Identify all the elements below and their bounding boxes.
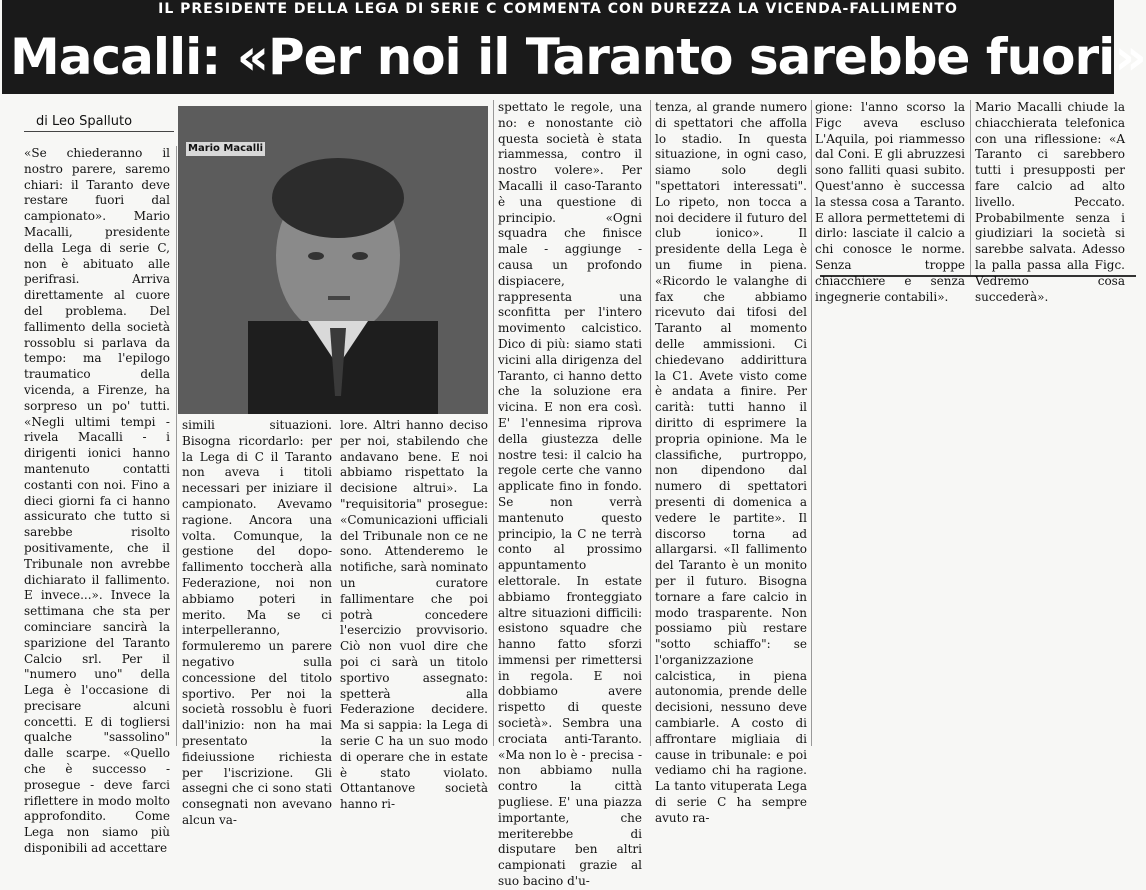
article-column-5 [655, 100, 807, 825]
headline-banner [2, 0, 1146, 94]
paragraph: gione: l'anno scorso la Figc aveva escluso L'Aquila, poi riammesso dal Coni. E gli abruzzesi sono falliti quasi subito. Quest'anno è successa la stessa cosa a Taranto. E allora permettetemi di dirlo: lasciate il calcio a chi conosce le norme. Senza troppe chiacchiere e senza ingegnerie contabili». [815, 100, 965, 304]
byline-rule [24, 131, 174, 132]
paragraph: tenza, al grande numero di spettatori che affolla lo stadio. In questa situazione, in ogni caso, siamo solo degli "spettatori interessati". Lo ripeto, non tocca a noi decidere il futuro del club ionico». Il presidente della Lega è un fiume in piena. «Ricordo le valanghe di fax che abbiamo ricevuto dai tifosi del Taranto al momento delle ammissioni. Ci chiedevano addirittura la C1. Avete visto come è andata a finire. Per carità: tutti hanno il diritto di esprimere la propria opinione. Ma le classifiche, purtroppo, non dipendono dal numero di spettatori presenti di domenica a vedere le partite». Il discorso torna ad allargarsi. «Il fallimento del Taranto è un monito per il futuro. Bisogna tornare a fare calcio in modo trasparente. Non possiamo più restare "sotto schiaffo": se l'organizzazione calcistica, in piena autonomia, prende delle decisioni, nessuno deve cambiarle. A costo di affrontare migliaia di cause in tribunale: e poi vediamo chi ha ragione. La tanto vituperata Lega di serie C ha sempre avuto ra- [655, 100, 807, 825]
headline: Macalli: «Per noi il Taranto sarebbe fuori» [10, 28, 1146, 86]
paragraph: Mario Macalli chiude la chiacchierata telefonica con una riflessione: «A Taranto ci sarebbero tutti i presupposti per fare calcio ad alto livello. Peccato. Probabilmente senza i giudiziari la società si sarebbe salvata. Adesso la palla passa alla Figc. Vedremo cosa succederà». [975, 100, 1125, 304]
article-column-2 [182, 418, 332, 827]
paragraph: «Se chiederanno il nostro parere, saremo chiari: il Taranto deve restare fuori dal campionato». Mario Macalli, presidente della Lega di serie C, non è abituato alle perifrasi. Arriva direttamente al cuore del problema. Del fallimento della società rossoblu si parlava da tempo: ma l'epilogo traumatico della vicenda, a Firenze, ha sorpreso un po' tutti. «Negli ultimi tempi - rivela Macalli - i dirigenti ionici hanno mantenuto contatti costanti con noi. Fino a dieci giorni fa ci hanno assicurato che tutto si sarebbe risolto positivamente, che il Tribunale non avrebbe dichiarato il fallimento. E invece...». Invece la settimana che sta per cominciare sancirà la sparizione del Taranto Calcio srl. Per il "numero uno" della Lega è l'occasione di precisare alcuni concetti. E di togliersi qualche "sassolino" dalle scarpe. «Quello che è successo - prosegue - deve farci riflettere in modo molto approfondito. Come Lega non siamo più disponibili ad accettare [24, 146, 170, 856]
column-divider [176, 146, 177, 746]
article-column-4 [498, 100, 642, 889]
article-column-6 [815, 100, 965, 304]
kicker: IL PRESIDENTE DELLA LEGA DI SERIE C COMMENTA CON DUREZZA LA VICENDA-FALLIMENTO [158, 1, 958, 17]
column-divider [811, 100, 812, 746]
column-divider [970, 100, 971, 276]
byline: di Leo Spalluto [36, 114, 133, 129]
article-column-3 [340, 418, 488, 812]
article-column-1 [24, 146, 170, 856]
photo-caption: Mario Macalli [188, 143, 264, 154]
portrait-photo [178, 106, 488, 414]
column-divider [493, 100, 494, 746]
column-divider [650, 100, 651, 746]
paragraph: lore. Altri hanno deciso per noi, stabilendo che andavano bene. E noi abbiamo rispettato la decisione altrui». La "requisitoria" prosegue: «Comunicazioni ufficiali del Tribunale non ce ne sono. Attenderemo le notifiche, sarà nominato un curatore fallimentare che poi potrà concedere l'esercizio provvisorio. Ciò non vuol dire che poi ci sarà un titolo sportivo assegnato: spetterà alla Federazione decidere. Ma si sappia: la Lega di serie C ha un suo modo di operare che in estate è stato violato. Ottantanove società hanno ri- [340, 418, 488, 812]
article-column-7 [975, 100, 1125, 304]
paragraph: spettato le regole, una no: e nonostante ciò questa società è stata riammessa, contro il nostro volere». Per Macalli il caso-Taranto è una questione di principio. «Ogni squadra che finisce male - aggiunge - causa un profondo dispiacere, rappresenta una sconfitta per l'intero movimento calcistico. Dico di più: siamo stati vicini alla dirigenza del Taranto, ci hanno detto che la soluzione era vicina. E non era così. E' l'ennesima riprova della giustezza delle nostre tesi: il calcio ha regole certe che vanno applicate fino in fondo. Se non verrà mantenuto questo principio, la C ne terrà conto al prossimo appuntamento elettorale. In estate abbiamo fronteggiato altre situazioni difficili: esistono squadre che hanno fatto sforzi immensi per rimettersi in regola. E noi dobbiamo avere rispetto di queste società». Sembra una crociata anti-Taranto. «Ma non lo è - precisa - non abbiamo nulla contro la città pugliese. E' una piazza importante, che meriterebbe di disputare ben altri campionati grazie al suo bacino d'u- [498, 100, 642, 889]
paragraph: simili situazioni. Bisogna ricordarlo: per la Lega di C il Taranto non aveva i titoli necessari per iniziare il campionato. Avevamo ragione. Ancora una volta. Comunque, la gestione del dopo-fallimento toccherà alla Federazione, noi non abbiamo poteri in merito. Ma se ci interpelleranno, formuleremo un parere negativo sulla concessione del titolo sportivo. Per noi la società rossoblu è fuori dall'inizio: non ha mai presentato la fideiussione richiesta per l'iscrizione. Gli assegni che ci sono stati consegnati non avevano alcun va- [182, 418, 332, 827]
